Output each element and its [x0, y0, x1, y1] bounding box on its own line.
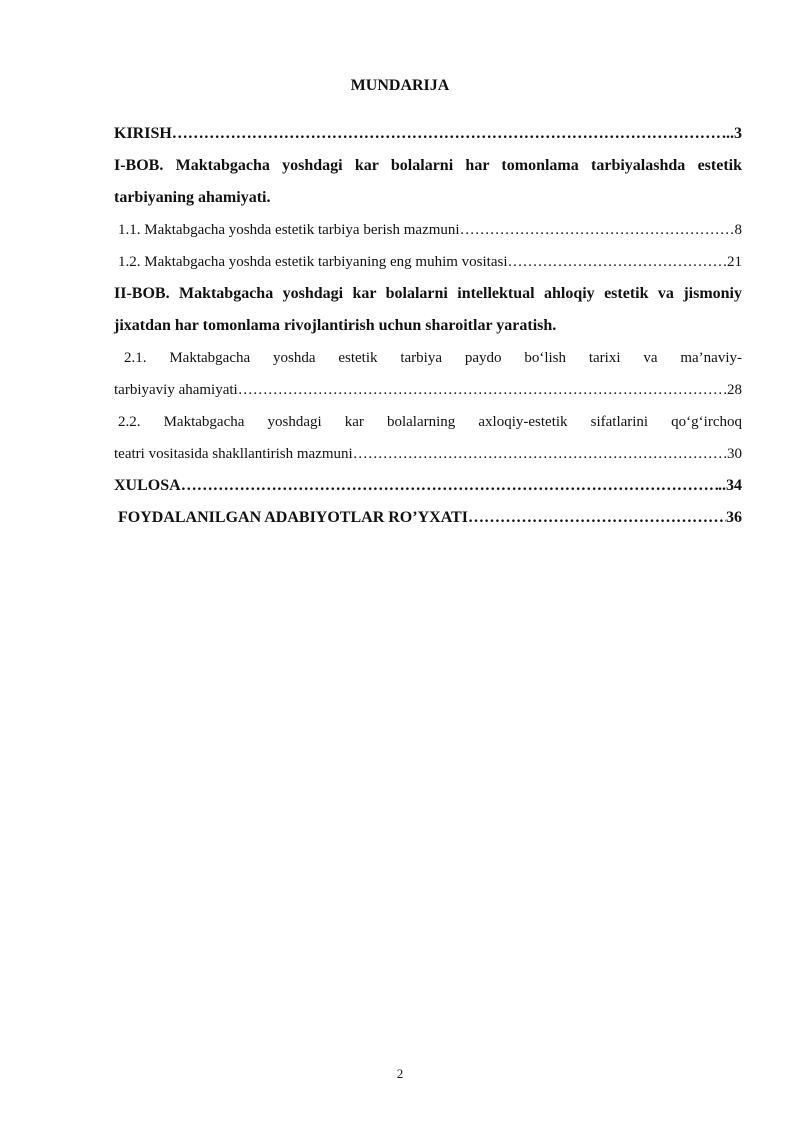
toc-entry-page: 28	[727, 382, 742, 398]
toc-entry-label: tarbiyaviy ahamiyati	[114, 382, 238, 398]
toc-entry-label: XULOSA	[114, 477, 181, 494]
toc-entry-xulosa	[114, 470, 742, 502]
toc-entry-page: 8	[734, 222, 742, 238]
dot-leader	[468, 502, 726, 534]
toc-entry-2-1-line1: 2.1. Maktabgacha yoshda estetik tarbiya paydo bo‘lish tarixi va ma’naviy-	[124, 350, 742, 366]
page-number: 2	[396, 1066, 404, 1081]
table-of-contents	[114, 118, 742, 534]
dot-leader	[172, 118, 722, 150]
toc-entry-page: 30	[727, 446, 742, 462]
dot-leader	[460, 214, 735, 246]
toc-entry-2-2-line1: 2.2. Maktabgacha yoshdagi kar bolalarning axloqiy-estetik sifatlarini qo‘g‘irchoq	[118, 414, 742, 430]
dot-leader	[353, 438, 727, 470]
toc-chapter-1-heading: I-BOB. Maktabgacha yoshdagi kar bolalarni har tomonlama tarbiyalashda estetik tarbiyaning ahamiyati.	[114, 157, 742, 206]
toc-entry-label: FOYDALANILGAN ADABIYOTLAR RO’YXATI	[118, 509, 468, 526]
toc-entry-1-1	[114, 214, 742, 246]
toc-entry-page: 36	[726, 509, 742, 526]
dot-leader	[508, 246, 727, 278]
toc-entry-2-1	[114, 374, 742, 406]
toc-entry-references	[114, 502, 742, 534]
toc-entry-page: ..34	[718, 477, 742, 494]
toc-entry-label: 1.1. Maktabgacha yoshda estetik tarbiya berish mazmuni	[118, 222, 460, 238]
dot-leader	[181, 470, 718, 502]
toc-entry-page: 21	[727, 254, 742, 270]
page-title: MUNDARIJA	[350, 77, 450, 94]
toc-entry-kirish	[114, 118, 742, 150]
toc-chapter-2-heading: II-BOB. Maktabgacha yoshdagi kar bolalarni intellektual ahloqiy estetik va jismoniy jixatdan har tomonlama rivojlantirish uchun sharoitlar yaratish.	[114, 285, 742, 334]
toc-entry-1-2	[114, 246, 742, 278]
toc-entry-label: 1.2. Maktabgacha yoshda estetik tarbiyaning eng muhim vositasi	[118, 254, 508, 270]
toc-entry-page: ...3	[722, 125, 742, 142]
toc-entry-label: KIRISH	[114, 125, 172, 142]
dot-leader	[238, 374, 727, 406]
toc-entry-label: teatri vositasida shakllantirish mazmuni	[114, 446, 353, 462]
toc-entry-2-2	[114, 438, 742, 470]
